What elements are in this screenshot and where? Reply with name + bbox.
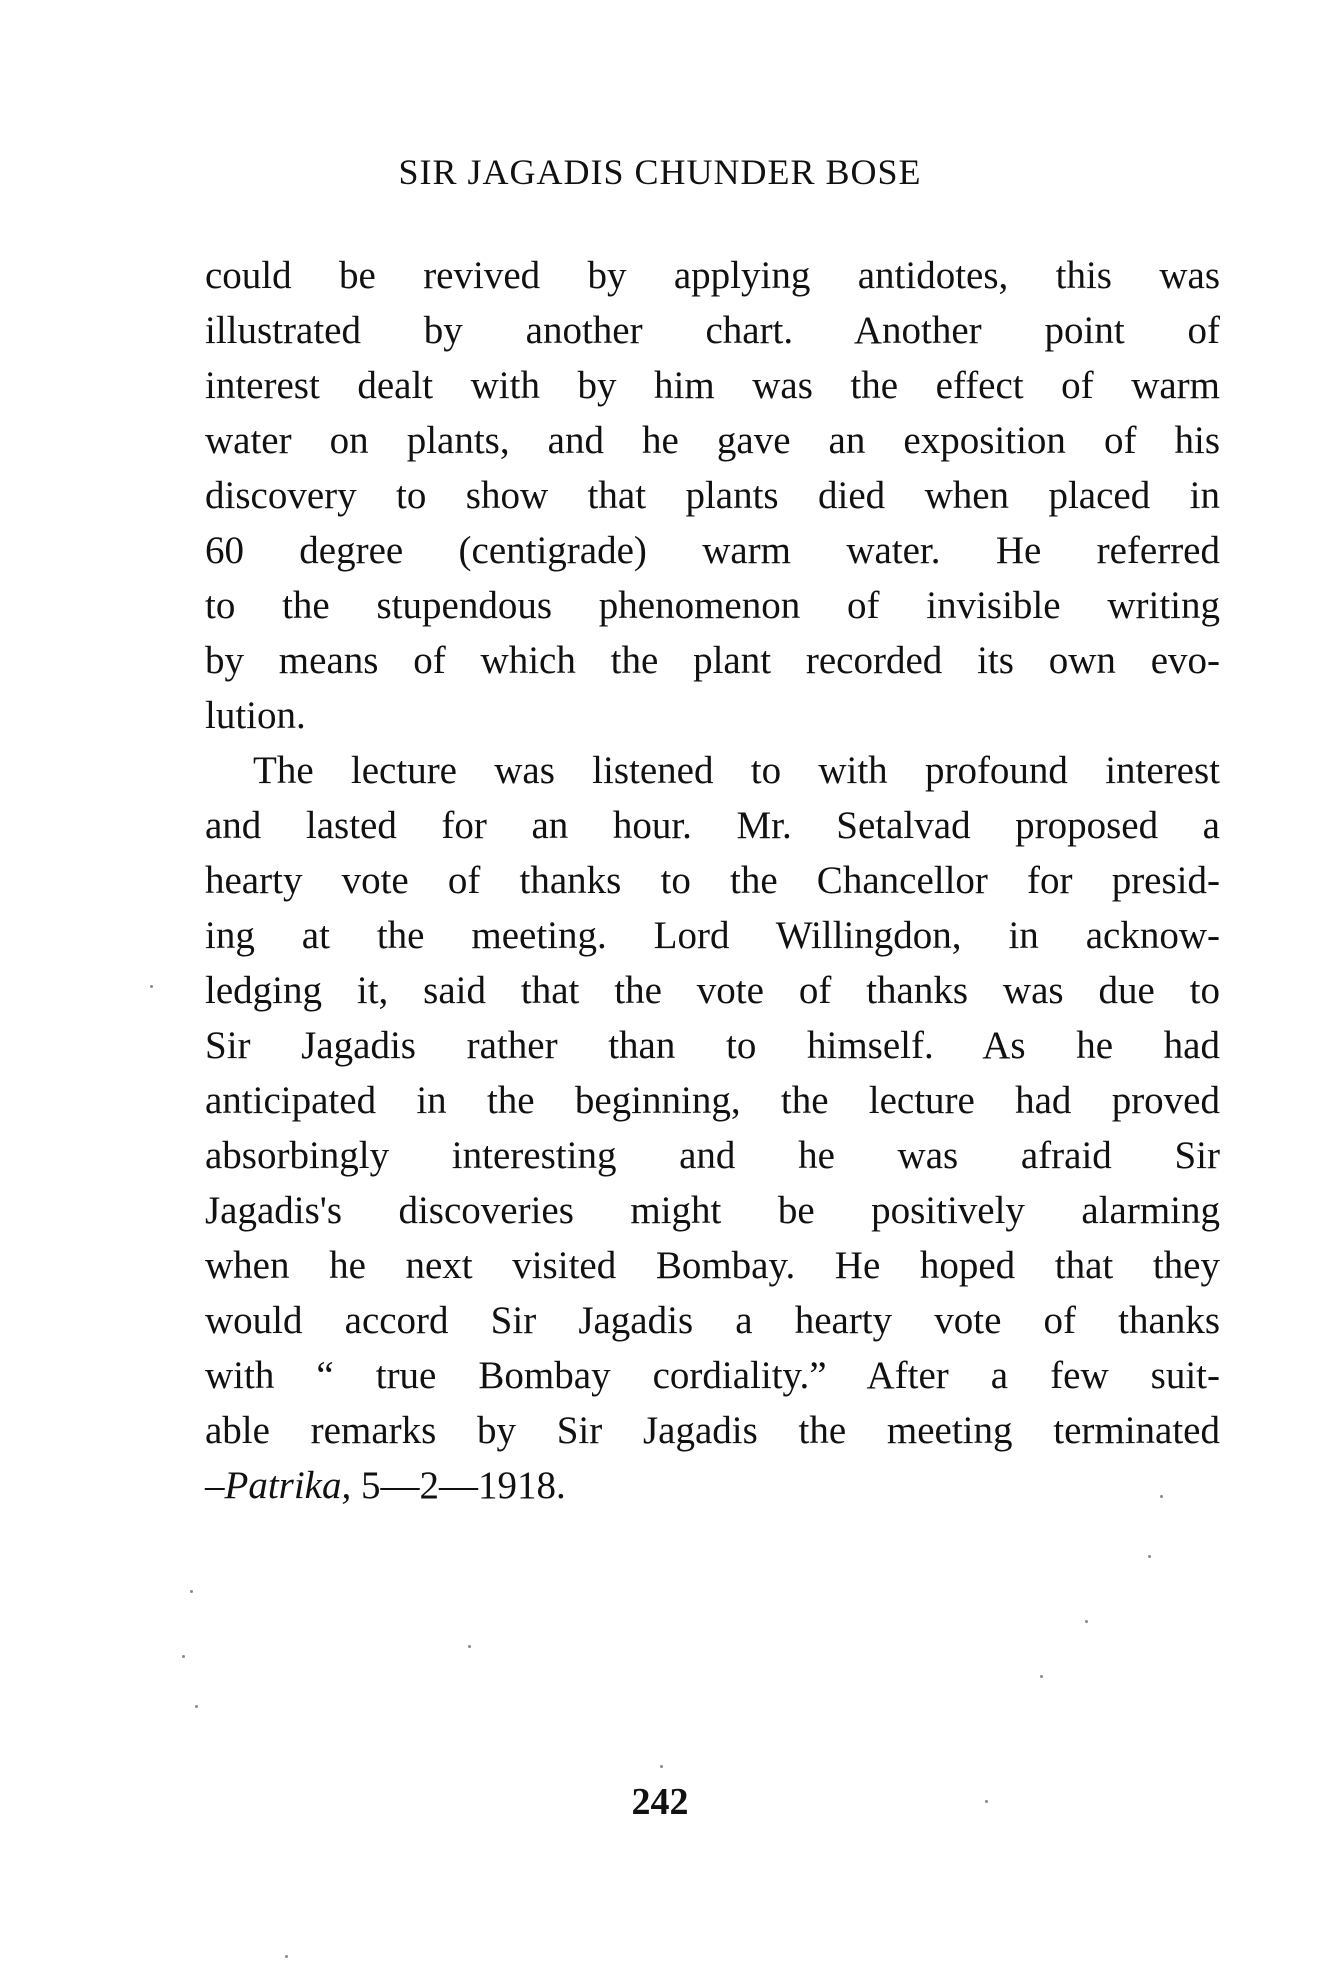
scan-speck: [1085, 1620, 1088, 1623]
text-line: with “ true Bombay cordiality.” After a few suit-: [205, 1354, 1220, 1397]
paragraph-2: [205, 743, 1220, 1458]
scan-speck: [195, 1705, 198, 1708]
text-line: by means of which the plant recorded its own evo-: [205, 639, 1220, 682]
scan-speck: [182, 1655, 185, 1658]
text-line: hearty vote of thanks to the Chancellor for presid-: [205, 859, 1220, 902]
text-line: could be revived by applying antidotes, this was: [205, 254, 1220, 297]
scan-speck: [190, 1590, 193, 1593]
text-line: when he next visited Bombay. He hoped that they: [205, 1244, 1220, 1287]
text-line: anticipated in the beginning, the lecture had proved: [205, 1079, 1220, 1122]
text-line: interest dealt with by him was the effect of warm: [205, 364, 1220, 407]
text-line: able remarks by Sir Jagadis the meeting terminated: [205, 1409, 1220, 1452]
citation-source: Patrika,: [224, 1464, 352, 1507]
text-line: The lecture was listened to with profound interest: [253, 749, 1220, 792]
text-line: lution.: [205, 694, 306, 737]
text-line: water on plants, and he gave an exposition of his: [205, 419, 1220, 462]
text-line: Sir Jagadis rather than to himself. As he had: [205, 1024, 1220, 1067]
citation-dash: –: [205, 1464, 225, 1507]
scan-speck: [985, 1800, 988, 1803]
running-header: SIR JAGADIS CHUNDER BOSE: [398, 152, 922, 192]
scan-speck: [660, 1765, 663, 1768]
scan-speck: [1148, 1555, 1151, 1558]
text-line: would accord Sir Jagadis a hearty vote of thanks: [205, 1299, 1220, 1342]
text-line: ing at the meeting. Lord Willingdon, in acknow-: [205, 914, 1220, 957]
page-number: 242: [631, 1781, 689, 1823]
scan-speck: [150, 985, 153, 988]
text-line: to the stupendous phenomenon of invisible writing: [205, 584, 1220, 627]
paragraph-1: [205, 248, 1220, 743]
text-line: 60 degree (centigrade) warm water. He referred: [205, 529, 1220, 572]
scan-speck: [1040, 1675, 1043, 1678]
text-line: and lasted for an hour. Mr. Setalvad proposed a: [205, 804, 1220, 847]
citation: [205, 1458, 1220, 1513]
text-line: discovery to show that plants died when placed in: [205, 474, 1220, 517]
text-line: illustrated by another chart. Another point of: [205, 309, 1220, 352]
scan-speck: [468, 1645, 471, 1648]
scan-speck: [1160, 1495, 1163, 1498]
text-line: ledging it, said that the vote of thanks was due to: [205, 969, 1220, 1012]
text-line: Jagadis's discoveries might be positively alarming: [205, 1189, 1220, 1232]
scan-speck: [285, 1955, 288, 1958]
body-text: [205, 248, 1220, 1513]
text-line: absorbingly interesting and he was afraid Sir: [205, 1134, 1220, 1177]
citation-date: 5—2—1918.: [360, 1464, 566, 1507]
